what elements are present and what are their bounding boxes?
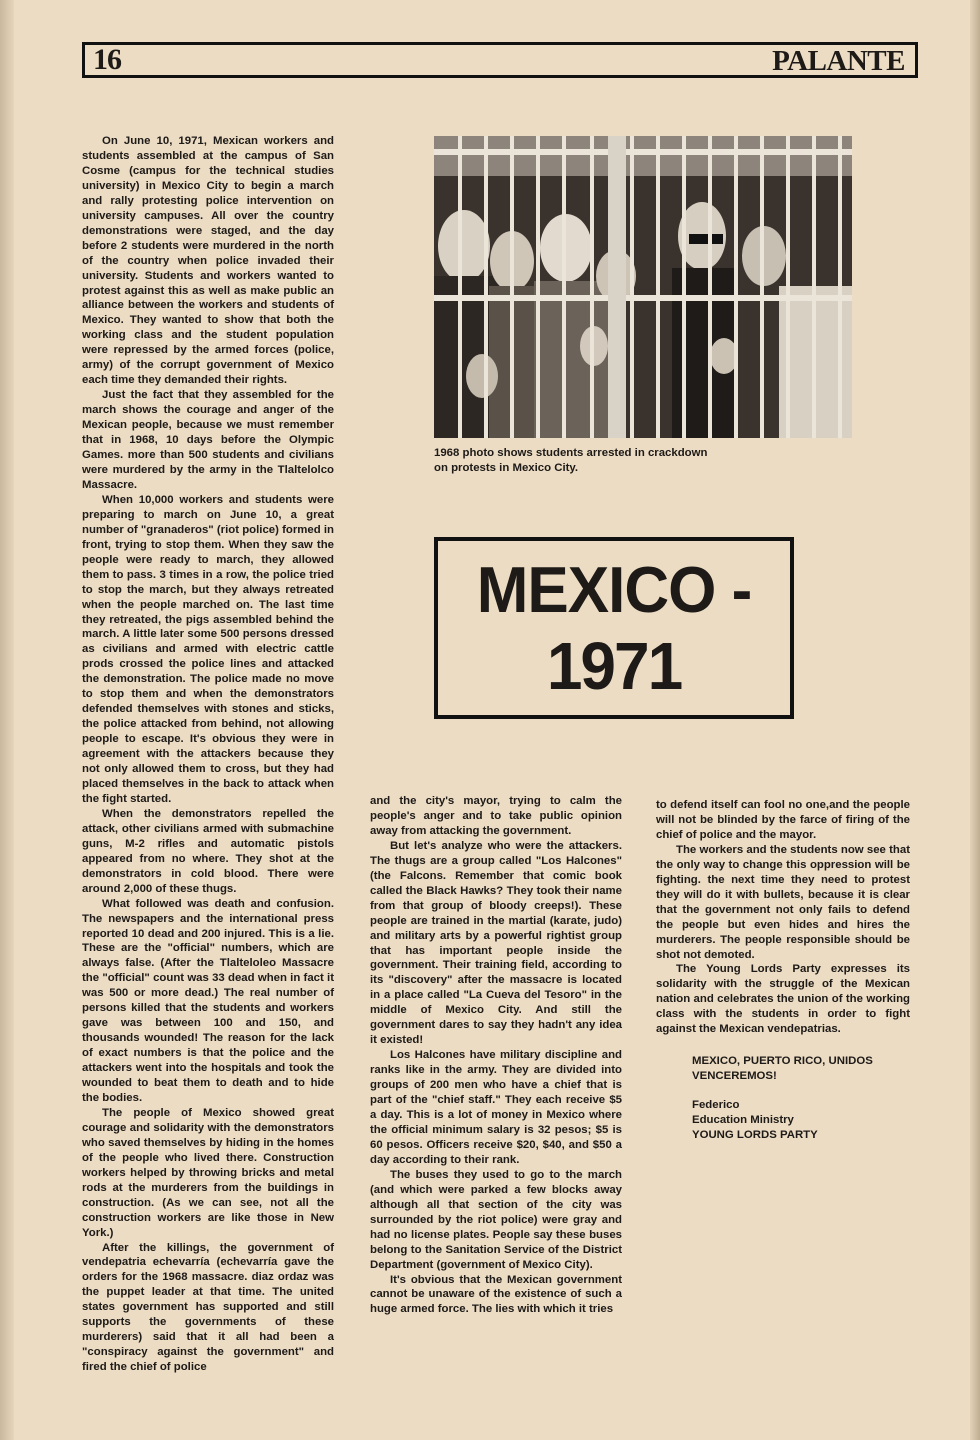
paragraph: The Young Lords Party expresses its solidarity with the struggle of the Mexican nation and celebrates the union of the working class with the students in order to fight against the Mexican vendepatrias.: [656, 963, 910, 1036]
headline-box: [434, 537, 794, 719]
paragraph: But let's analyze who were the attackers. The thugs are a group called "Los Halcones" (the Falcons. Remember that comic book called the Black Hawks? They took their name from that group of bloody creeps!). These people are trained in the martial (karate, judo) and military arts by a powerful rightist group that has important people inside the government. Their training field, according to its "discovery" after the massacre is located in a place called "La Cueva del Tesoro" in the middle of Mexico City. And still the government dares to say they hadn't any idea it existed!: [370, 839, 622, 1047]
author-ministry: Education Ministry: [692, 1114, 794, 1126]
paragraph: After the killings, the government of vendepatria echevarría (echevarría gave the orders for the 1968 massacre. diaz ordaz was the puppet leader at that time. The united states government has supported and still supports the governments of these murderers) said that it all had been a "conspiracy against the government" and fired the chief of police: [82, 1241, 334, 1374]
headline-title: MEXICO -: [476, 554, 752, 627]
paragraph: to defend itself can fool no one,and the people will not be blinded by the farce of firing of the chief of police and the mayor.: [656, 799, 910, 841]
page-edge: [970, 0, 980, 1440]
author-name: Federico: [692, 1099, 740, 1111]
page-header: [82, 42, 918, 78]
paragraph: When 10,000 workers and students were preparing to march on June 10, a great number of "granaderos" (riot police) formed in front, trying to stop them. When they saw the people were ready to march, they allowed them to pass. 3 times in a row, the police tried to stop the march, but they always retreated when the people marched on. The last time they retreated, the pigs assembled behind the march. A little later some 500 persons dressed as civilians and armed with electric cattle prods crossed the police lines and attacked the demonstration. The police made no move to stop them and when the demonstrators defended themselves with stones and sticks, the police attacked from behind, not allowing people to escape. It's obvious they were in agreement with the attackers because they not only allowed them to cross, but they had placed themselves in the back to attack when the fight started.: [82, 493, 334, 805]
jail-photo-image: [434, 136, 852, 438]
page-spine: [0, 0, 14, 1440]
paragraph: The buses they used to go to the march (and which were parked a few blocks away although all that section of the city was surrounded by the riot police) were gray and had no license plates. People say these buses belong to the Sanitation Service of the District Department (government of Mexico City).: [370, 1168, 622, 1271]
author-party: YOUNG LORDS PARTY: [692, 1129, 818, 1141]
photo-caption: [434, 446, 744, 476]
paragraph: The people of Mexico showed great courage and solidarity with the demonstrators who saved themselves by hiding in the homes of the people who lived there. Construction workers helped by throwing bricks and metal rods at the murderers from the buildings in construction. (As we can see, not all the construction workers are like those in New York.): [82, 1106, 334, 1239]
caption-line: 1968 photo shows students arrested in crackdown: [434, 447, 708, 459]
jail-photo: [434, 136, 852, 438]
masthead: PALANTE: [772, 45, 905, 77]
headline-year: 1971: [546, 628, 682, 704]
paragraph: When the demonstrators repelled the attack, other civilians armed with submachine guns, M-2 rifles and automatic pistols appeared from no where. They shot at the demonstrators in cold blood. There were around 2,000 of these thugs.: [82, 807, 334, 895]
closing-slogan: MEXICO, PUERTO RICO, UNIDOS VENCEREMOS!: [692, 1055, 873, 1082]
article-column-1: [82, 134, 334, 1375]
paragraph: Just the fact that they assembled for the march shows the courage and anger of the Mexican people, because we must remember that in 1968, 10 days before the Olympic Games. more than 500 students and civilians were murdered by the army in the Tlaltelolco Massacre.: [82, 389, 334, 491]
paragraph: and the city's mayor, trying to calm the people's anger and to take public opinion away from attacking the government.: [370, 795, 622, 837]
article-column-2: [370, 794, 622, 1317]
paragraph: The workers and the students now see that the only way to change this oppression will be fighting. the next time they need to protest they will do it with bullets, because it is clear that the government not only fails to defend the people but even hides and hires the murderers. The people responsible should be shot not demoted.: [656, 843, 910, 961]
paragraph: On June 10, 1971, Mexican workers and students assembled at the campus of San Cosme (campus for the technical studies university) in Mexico City to begin a march and rally protesting police intervention on university campuses. All over the country demonstrations were staged, and the day before 2 students were murdered in the north of the country when police invaded their university. Students and workers wanted to protest against this as well as make public an alliance between the workers and students of Mexico. They wanted to show that both the working class and the student population were repressed by the armed forces (police, army) of the corrupt government of Mexico each time they demanded their rights.: [82, 135, 334, 387]
article-column-3: [656, 798, 910, 1037]
paragraph: Los Halcones have military discipline and ranks like in the army. They are divided into groups of 200 men who have a chief that is part of the "chief staff." They each receive $5 a day. This is a lot of money in Mexico where the official minimum salary is 32 pesos; $5 is 60 pesos. Officers receive $20, $40, and $50 a day according to their rank.: [370, 1049, 622, 1166]
paragraph: It's obvious that the Mexican government cannot be unaware of the existence of such a huge armed force. The lies with which it tries: [370, 1273, 622, 1316]
paragraph: What followed was death and confusion. The newspapers and the international press reported 10 dead and 200 injured. This is a lie. These are the "official" numbers, which are always false. (After the Tlalteloleo Massacre the "official" count was 33 dead when in fact it was 500 or more dead.) The real number of persons killed that the students and workers gave was between 100 and 150, and thousands wounded! The reason for the lack of exact numbers is that the police and the attackers went into the hospitals and took the wounded to beat them to death and to hide the bodies.: [82, 897, 334, 1104]
signature-block: [692, 1098, 922, 1143]
page-number: 16: [93, 43, 121, 76]
caption-line: on protests in Mexico City.: [434, 462, 579, 474]
